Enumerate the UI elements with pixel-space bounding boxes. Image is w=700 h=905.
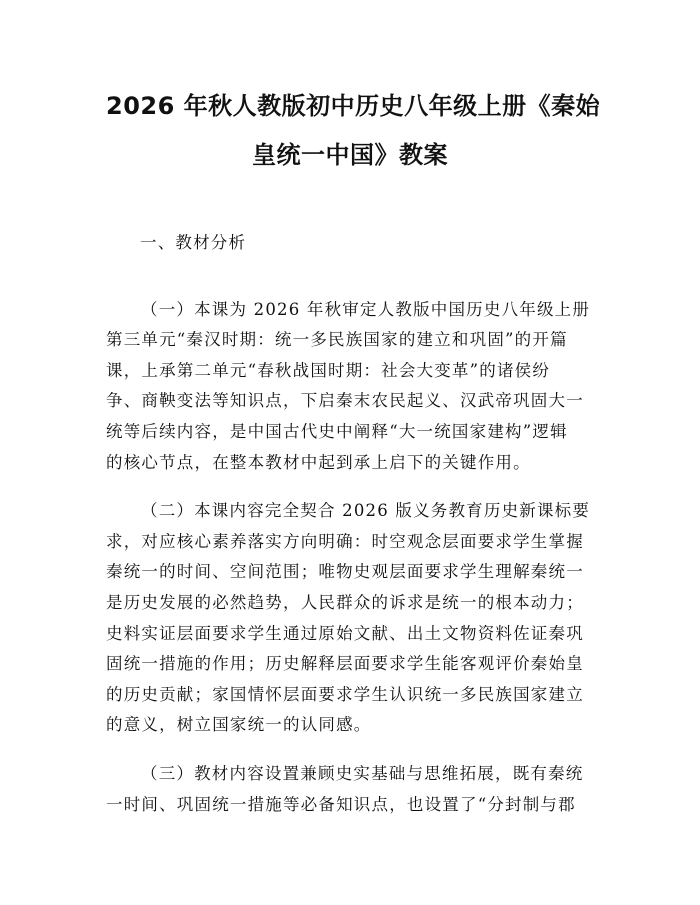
section-heading: 一、教材分析 xyxy=(140,233,247,252)
paragraph-line: （三）教材内容设置兼顾史实基础与思维拓展，既有秦统 xyxy=(141,763,584,783)
paragraph-line: 史料实证层面要求学生通过原始文献、出土文物资料佐证秦巩 xyxy=(106,623,584,643)
paragraph-line: 的历史贡献；家国情怀层面要求学生认识统一多民族国家建立 xyxy=(106,684,584,704)
paragraph-line: 一时间、巩固统一措施等必备知识点，也设置了“分封制与郡 xyxy=(106,794,576,814)
document-title xyxy=(106,0,601,180)
paragraph-line: （二）本课内容完全契合 2026 版义务教育历史新课标要 xyxy=(141,501,591,521)
paragraph-line: 争、商鞅变法等知识点，下启秦末农民起义、汉武帝巩固大一 xyxy=(106,391,584,411)
paragraph-line: 的意义，树立国家统一的认同感。 xyxy=(106,715,372,735)
paragraph-line: 是历史发展的必然趋势，人民群众的诉求是统一的根本动力； xyxy=(106,592,584,612)
title-line: 2026 年秋人教版初中历史八年级上册《秦始 xyxy=(106,92,601,120)
paragraph-1 xyxy=(106,295,594,479)
paragraph-line: 固统一措施的作用；历史解释层面要求学生能客观评价秦始皇 xyxy=(106,654,584,674)
paragraph-line: 秦统一的时间、空间范围；唯物史观层面要求学生理解秦统一 xyxy=(106,562,584,582)
paragraph-line: 课，上承第二单元“春秋战国时期：社会大变革”的诸侯纷 xyxy=(106,360,551,380)
paragraph-line: 第三单元“秦汉时期：统一多民族国家的建立和巩固”的开篇 xyxy=(106,330,568,350)
paragraph-3 xyxy=(106,759,594,820)
paragraph-line: 的核心节点，在整本教材中起到承上启下的关键作用。 xyxy=(106,452,531,472)
paragraph-line: 统等后续内容，是中国古代史中阐释“大一统国家建构”逻辑 xyxy=(106,421,568,441)
paragraph-2 xyxy=(106,496,594,741)
paragraph-line: （一）本课为 2026 年秋审定人教版中国历史八年级上册 xyxy=(141,299,591,319)
title-line: 皇统一中国》教案 xyxy=(252,141,448,169)
paragraph-line: 求，对应核心素养落实方向明确：时空观念层面要求学生掌握 xyxy=(106,531,584,551)
